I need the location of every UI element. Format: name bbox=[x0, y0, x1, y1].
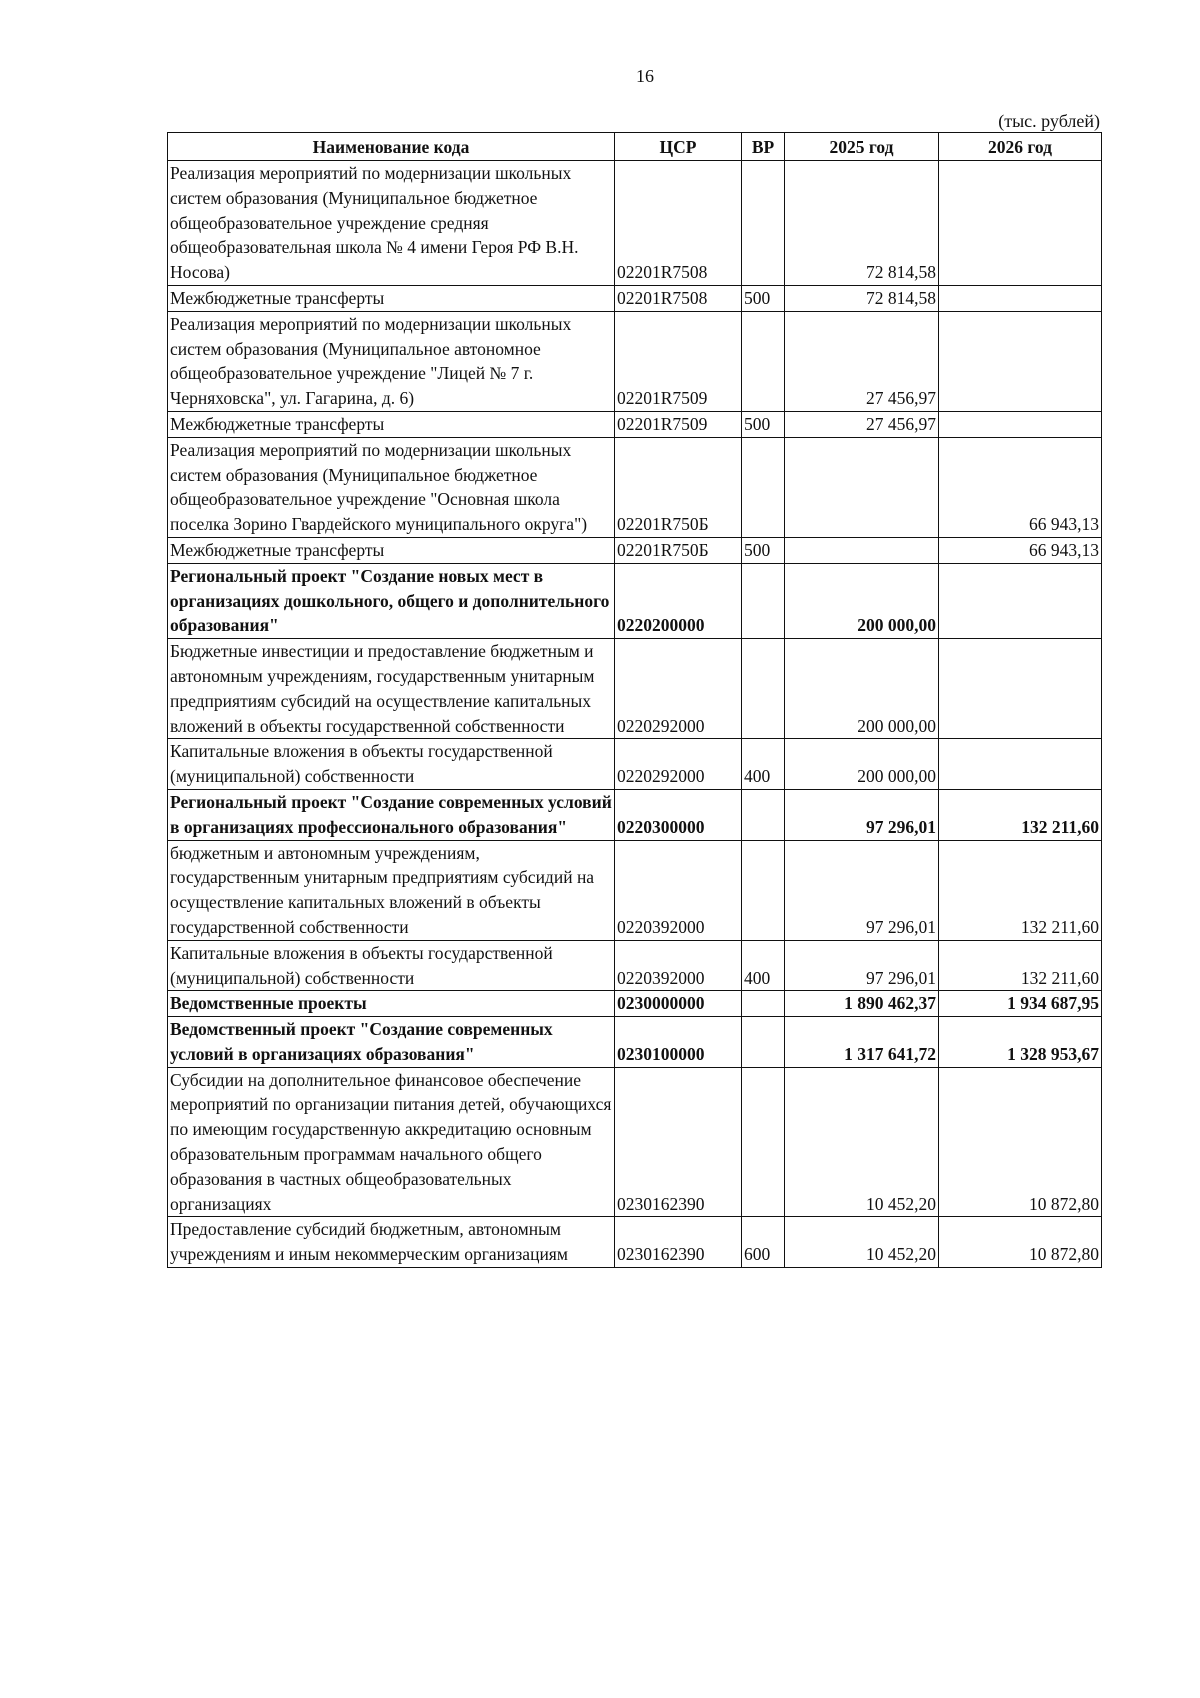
row-name: Межбюджетные трансферты bbox=[168, 537, 615, 563]
row-csr: 0220392000 bbox=[615, 940, 742, 991]
column-header-2026: 2026 год bbox=[939, 133, 1102, 161]
row-name: бюджетным и автономным учреждениям, государственным унитарным предприятиям субсидий на осуществление капитальных вложений в объекты государственной собственности bbox=[168, 840, 615, 940]
row-csr: 02201R7508 bbox=[615, 285, 742, 311]
row-2025: 1 317 641,72 bbox=[785, 1017, 939, 1068]
row-2026: 66 943,13 bbox=[939, 437, 1102, 537]
row-vr bbox=[742, 789, 785, 840]
row-2025: 27 456,97 bbox=[785, 411, 939, 437]
row-2026: 132 211,60 bbox=[939, 940, 1102, 991]
row-vr bbox=[742, 563, 785, 638]
row-csr: 0220292000 bbox=[615, 739, 742, 790]
row-name: Бюджетные инвестиции и предоставление бюджетным и автономным учреждениям, государственным унитарным предприятиям субсидий на осуществление капитальных вложений в объекты государственной собственности bbox=[168, 639, 615, 739]
row-csr: 0220392000 bbox=[615, 840, 742, 940]
table-row bbox=[168, 991, 1102, 1017]
row-name: Межбюджетные трансферты bbox=[168, 411, 615, 437]
row-name: Ведомственные проекты bbox=[168, 991, 615, 1017]
row-name: Реализация мероприятий по модернизации школьных систем образования (Муниципальное бюджетное общеобразовательное учреждение "Основная школа поселка Зорино Гвардейского муниципального округа") bbox=[168, 437, 615, 537]
column-header-csr: ЦСР bbox=[615, 133, 742, 161]
row-vr bbox=[742, 991, 785, 1017]
row-name: Реализация мероприятий по модернизации школьных систем образования (Муниципальное автономное общеобразовательное учреждение "Лицей № 7 г. Черняховска", ул. Гагарина, д. 6) bbox=[168, 311, 615, 411]
row-2025 bbox=[785, 537, 939, 563]
row-2026: 66 943,13 bbox=[939, 537, 1102, 563]
row-csr: 02201R7509 bbox=[615, 311, 742, 411]
row-vr bbox=[742, 437, 785, 537]
row-vr: 600 bbox=[742, 1217, 785, 1268]
row-csr: 0220200000 bbox=[615, 563, 742, 638]
table-row bbox=[168, 739, 1102, 790]
table-row bbox=[168, 411, 1102, 437]
table-row bbox=[168, 285, 1102, 311]
row-2026: 132 211,60 bbox=[939, 840, 1102, 940]
row-2025: 10 452,20 bbox=[785, 1067, 939, 1217]
table-row bbox=[168, 311, 1102, 411]
row-2026 bbox=[939, 285, 1102, 311]
row-2025: 97 296,01 bbox=[785, 789, 939, 840]
table-row bbox=[168, 1217, 1102, 1268]
row-vr: 500 bbox=[742, 537, 785, 563]
row-vr: 500 bbox=[742, 411, 785, 437]
budget-table bbox=[167, 132, 1102, 1268]
row-2025: 200 000,00 bbox=[785, 739, 939, 790]
table-row bbox=[168, 563, 1102, 638]
column-header-2025: 2025 год bbox=[785, 133, 939, 161]
row-vr bbox=[742, 1017, 785, 1068]
row-name: Предоставление субсидий бюджетным, автономным учреждениям и иным некоммерческим организациям bbox=[168, 1217, 615, 1268]
row-2025: 200 000,00 bbox=[785, 563, 939, 638]
row-name: Капитальные вложения в объекты государственной (муниципальной) собственности bbox=[168, 940, 615, 991]
row-csr: 0230162390 bbox=[615, 1067, 742, 1217]
row-2025 bbox=[785, 437, 939, 537]
row-vr bbox=[742, 639, 785, 739]
row-2026 bbox=[939, 639, 1102, 739]
row-name: Реализация мероприятий по модернизации школьных систем образования (Муниципальное бюджетное общеобразовательное учреждение средняя общеобразовательная школа № 4 имени Героя РФ В.Н. Носова) bbox=[168, 161, 615, 286]
row-csr: 02201R7508 bbox=[615, 161, 742, 286]
row-2025: 72 814,58 bbox=[785, 285, 939, 311]
row-csr: 02201R750Б bbox=[615, 437, 742, 537]
table-row bbox=[168, 639, 1102, 739]
row-2025: 1 890 462,37 bbox=[785, 991, 939, 1017]
row-name: Капитальные вложения в объекты государственной (муниципальной) собственности bbox=[168, 739, 615, 790]
row-vr bbox=[742, 840, 785, 940]
row-2026 bbox=[939, 311, 1102, 411]
column-header-vr: ВР bbox=[742, 133, 785, 161]
row-csr: 0220292000 bbox=[615, 639, 742, 739]
row-name: Региональный проект "Создание новых мест в организациях дошкольного, общего и дополнительного образования" bbox=[168, 563, 615, 638]
row-2025: 10 452,20 bbox=[785, 1217, 939, 1268]
row-2026: 1 934 687,95 bbox=[939, 991, 1102, 1017]
page-number: 16 bbox=[636, 66, 654, 86]
table-row bbox=[168, 437, 1102, 537]
row-csr: 02201R7509 bbox=[615, 411, 742, 437]
table-row bbox=[168, 789, 1102, 840]
column-header-name: Наименование кода bbox=[168, 133, 615, 161]
row-name: Ведомственный проект "Создание современных условий в организациях образования" bbox=[168, 1017, 615, 1068]
row-name: Межбюджетные трансферты bbox=[168, 285, 615, 311]
row-2026 bbox=[939, 411, 1102, 437]
table-row bbox=[168, 161, 1102, 286]
row-csr: 0230162390 bbox=[615, 1217, 742, 1268]
row-2026: 132 211,60 bbox=[939, 789, 1102, 840]
row-2025: 27 456,97 bbox=[785, 311, 939, 411]
table-row bbox=[168, 940, 1102, 991]
table-row bbox=[168, 840, 1102, 940]
row-2025: 97 296,01 bbox=[785, 940, 939, 991]
row-vr bbox=[742, 161, 785, 286]
row-2026 bbox=[939, 739, 1102, 790]
row-2026 bbox=[939, 161, 1102, 286]
row-csr: 02201R750Б bbox=[615, 537, 742, 563]
row-2026: 1 328 953,67 bbox=[939, 1017, 1102, 1068]
table-row bbox=[168, 1017, 1102, 1068]
table-row bbox=[168, 1067, 1102, 1217]
row-csr: 0230000000 bbox=[615, 991, 742, 1017]
row-2026: 10 872,80 bbox=[939, 1067, 1102, 1217]
row-vr: 400 bbox=[742, 739, 785, 790]
row-vr: 500 bbox=[742, 285, 785, 311]
row-2026 bbox=[939, 563, 1102, 638]
row-vr: 400 bbox=[742, 940, 785, 991]
row-vr bbox=[742, 311, 785, 411]
row-vr bbox=[742, 1067, 785, 1217]
row-name: Региональный проект "Создание современных условий в организациях профессионального образования" bbox=[168, 789, 615, 840]
row-2025: 200 000,00 bbox=[785, 639, 939, 739]
row-name: Субсидии на дополнительное финансовое обеспечение мероприятий по организации питания детей, обучающихся по имеющим государственную аккредитацию основным образовательным программам начального общего образования в частных общеобразовательных организациях bbox=[168, 1067, 615, 1217]
row-csr: 0230100000 bbox=[615, 1017, 742, 1068]
units-label: (тыс. рублей) bbox=[998, 111, 1100, 131]
row-2025: 72 814,58 bbox=[785, 161, 939, 286]
table-row bbox=[168, 537, 1102, 563]
row-2026: 10 872,80 bbox=[939, 1217, 1102, 1268]
table-header-row bbox=[168, 133, 1102, 161]
row-csr: 0220300000 bbox=[615, 789, 742, 840]
row-2025: 97 296,01 bbox=[785, 840, 939, 940]
